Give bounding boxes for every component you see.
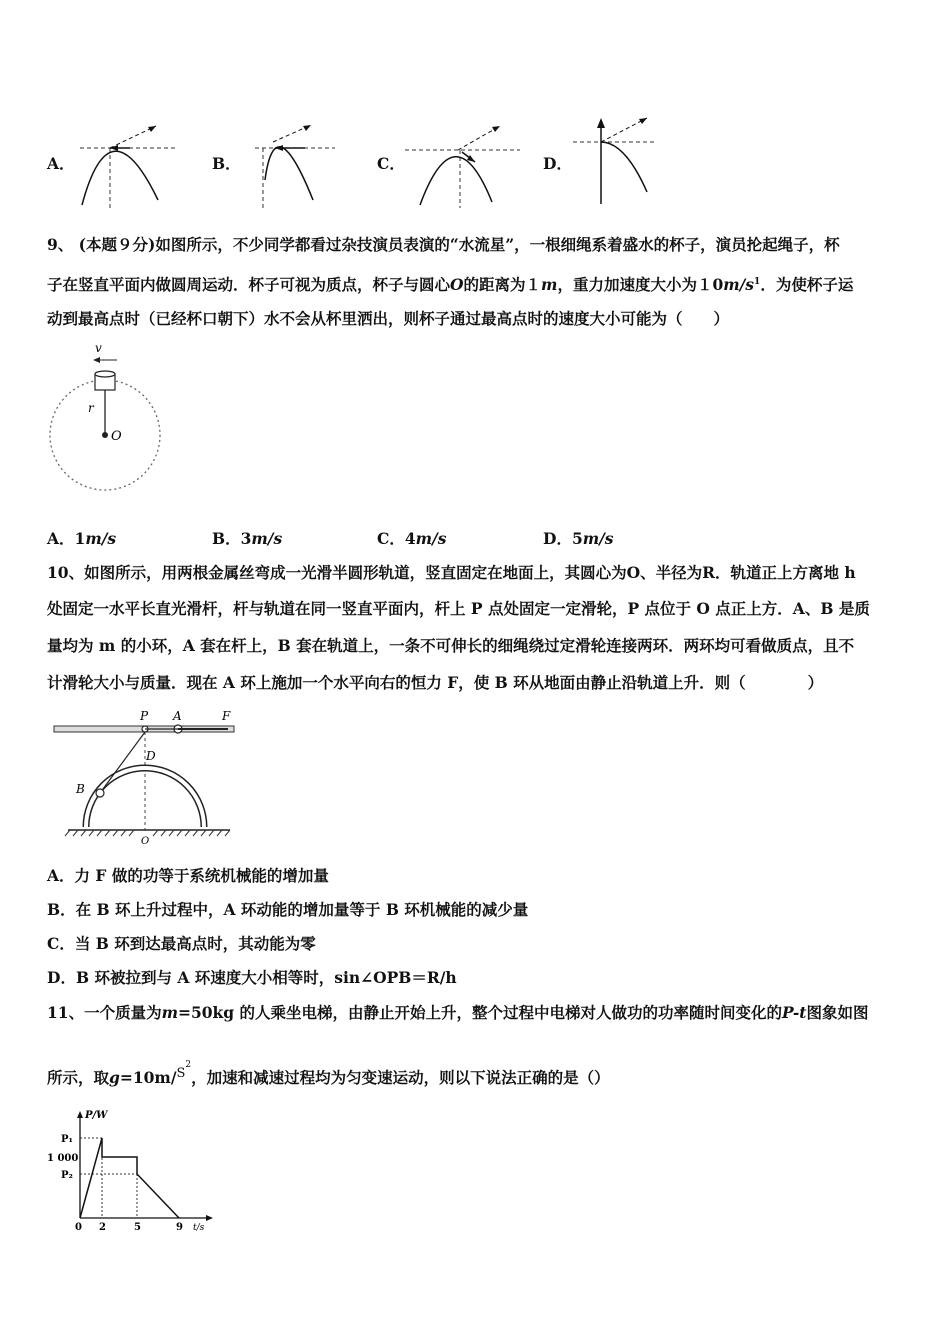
q10-label-p: P (140, 709, 149, 723)
q10-figure-track (48, 705, 248, 845)
q10-line-3: 量均为 m 的小环，A 套在杆上，B 套在轨道上，一条不可伸长的细绳绕过定滑轮连接两环．两环均可看做质点，且不 (47, 636, 855, 655)
q9-choice-c[interactable]: C．4m/s (377, 529, 447, 548)
q9-choice-b[interactable]: B．3m/s (212, 529, 283, 548)
q8-option-c-label: C． (377, 154, 405, 173)
q11-xtick-0: 0 (75, 1222, 82, 1231)
q10-label-o: O (141, 836, 150, 845)
q10-line-4: 计滑轮大小与质量．现在 A 环上施加一个水平向右的恒力 F，使 B 环从地面由静止沿轨道上升．则（ ） (47, 673, 824, 692)
q9-label-r: r (88, 401, 94, 415)
q10-label-a: A (173, 709, 182, 723)
q10-line-2: 处固定一水平长直光滑杆，杆与轨道在同一竖直平面内，杆上 P 点处固定一定滑轮，P 点位于 O 点正上方．A、B 是质 (47, 599, 870, 618)
q10-line-1: 10、如图所示，用两根金属丝弯成一光滑半圆形轨道，竖直固定在地面上，其圆心为O、半径为R．轨道正上方离地 h (47, 563, 856, 582)
q11-xtick-9: 9 (176, 1222, 183, 1231)
q11-xtick-5: 5 (134, 1222, 141, 1231)
q8-option-b-label: B． (212, 154, 241, 173)
q10-option-d[interactable]: D．B 环被拉到与 A 环速度大小相等时，sin∠OPB＝R/h (47, 968, 457, 987)
q9-line-3: 动到最高点时（已经杯口朝下）水不会从杯里洒出，则杯子通过最高点时的速度大小可能为（ ） (47, 309, 730, 328)
q11-line-2: 所示，取g=10m/$^{S2}$，加速和减速过程均为匀变速运动，则以下说法正确的是（） (47, 1060, 610, 1088)
q11-ytick-1000: 1 000 (47, 1153, 79, 1164)
q8-figure-a (70, 120, 180, 212)
q11-ytick-p1: P₁ (61, 1134, 73, 1145)
q11-pt-graph (45, 1106, 220, 1231)
q10-label-d: D (146, 749, 156, 763)
q8-option-d-label: D． (543, 154, 572, 173)
q8-figure-c (400, 120, 525, 212)
q9-figure-water-star (45, 338, 170, 503)
q9-label-o: O (111, 429, 122, 444)
q11-xlabel: t/s (193, 1223, 205, 1231)
q8-option-a-label: A． (47, 154, 75, 173)
q11-ylabel: P/W (85, 1110, 108, 1121)
q9-label-v: v (95, 341, 102, 355)
q11-xtick-2: 2 (99, 1222, 106, 1231)
q9-choice-d[interactable]: D．5m/s (543, 529, 614, 548)
q10-option-a[interactable]: A．力 F 做的功等于系统机械能的增加量 (47, 866, 329, 885)
q11-line-1: 11、一个质量为m=50kg 的人乘坐电梯，由静止开始上升，整个过程中电梯对人做功的功率随时间变化的P-t图象如图 (47, 1003, 869, 1022)
q8-figure-d (565, 112, 665, 210)
q9-line-2: 子在竖直平面内做圆周运动．杯子可视为质点，杯子与圆心O的距离为１m，重力加速度大小为$10m/s^1$．为使杯子运 (47, 275, 854, 295)
q11-ytick-p2: P₂ (61, 1170, 73, 1181)
q10-option-c[interactable]: C．当 B 环到达最高点时，其动能为零 (47, 934, 316, 953)
q9-line-1: 9、 (本题９分)如图所示，不少同学都看过杂技演员表演的“水流星”，一根细绳系着盛水的杯子，演员抡起绳子，杯 (47, 235, 840, 254)
q10-option-b[interactable]: B．在 B 环上升过程中，A 环动能的增加量等于 B 环机械能的减少量 (47, 900, 529, 919)
q8-figure-b (235, 120, 345, 212)
q10-label-f: F (222, 709, 231, 723)
q10-label-b: B (76, 782, 85, 796)
q9-choice-a[interactable]: A．1m/s (47, 529, 117, 548)
